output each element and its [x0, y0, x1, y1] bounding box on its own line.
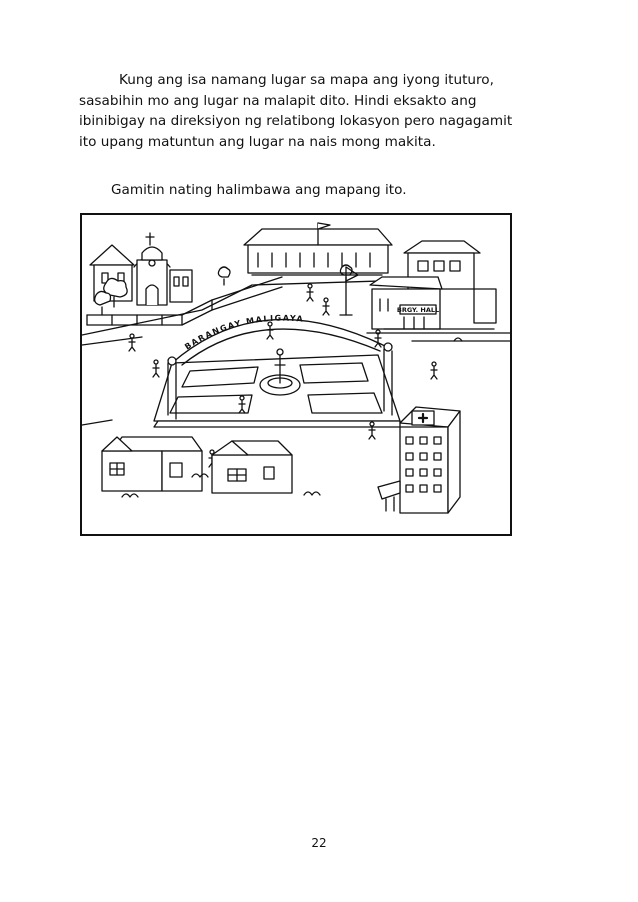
example-sentence: Gamitin nating halimbawa ang mapang ito. — [111, 182, 407, 198]
map-drawing — [82, 215, 512, 536]
hall-sign-text: BRGY. HALL — [396, 306, 440, 314]
paragraph-line: ito upang matuntun ang lugar na nais mong makita. — [79, 133, 436, 150]
paragraph-line: sasabihin mo ang lugar na malapit dito. Hindi eksakto ang — [79, 92, 477, 109]
paragraph-line: ibinibigay na direksiyon ng relatibong lokasyon pero nagagamit — [79, 113, 513, 129]
houses — [102, 437, 292, 493]
svg-text:BARANGAY MALIGAYA — [183, 314, 304, 352]
arch-sign-text: BARANGAY MALIGAYA — [183, 313, 305, 352]
paragraph-line: Kung ang isa namang lugar sa mapa ang iyong ituturo, — [119, 72, 494, 88]
body-paragraph — [79, 70, 559, 152]
barangay-hall-building — [370, 241, 496, 329]
plaza-park — [154, 349, 400, 427]
page-number: 22 — [311, 836, 327, 850]
barangay-map-illustration — [80, 213, 512, 536]
school-building — [244, 223, 392, 275]
